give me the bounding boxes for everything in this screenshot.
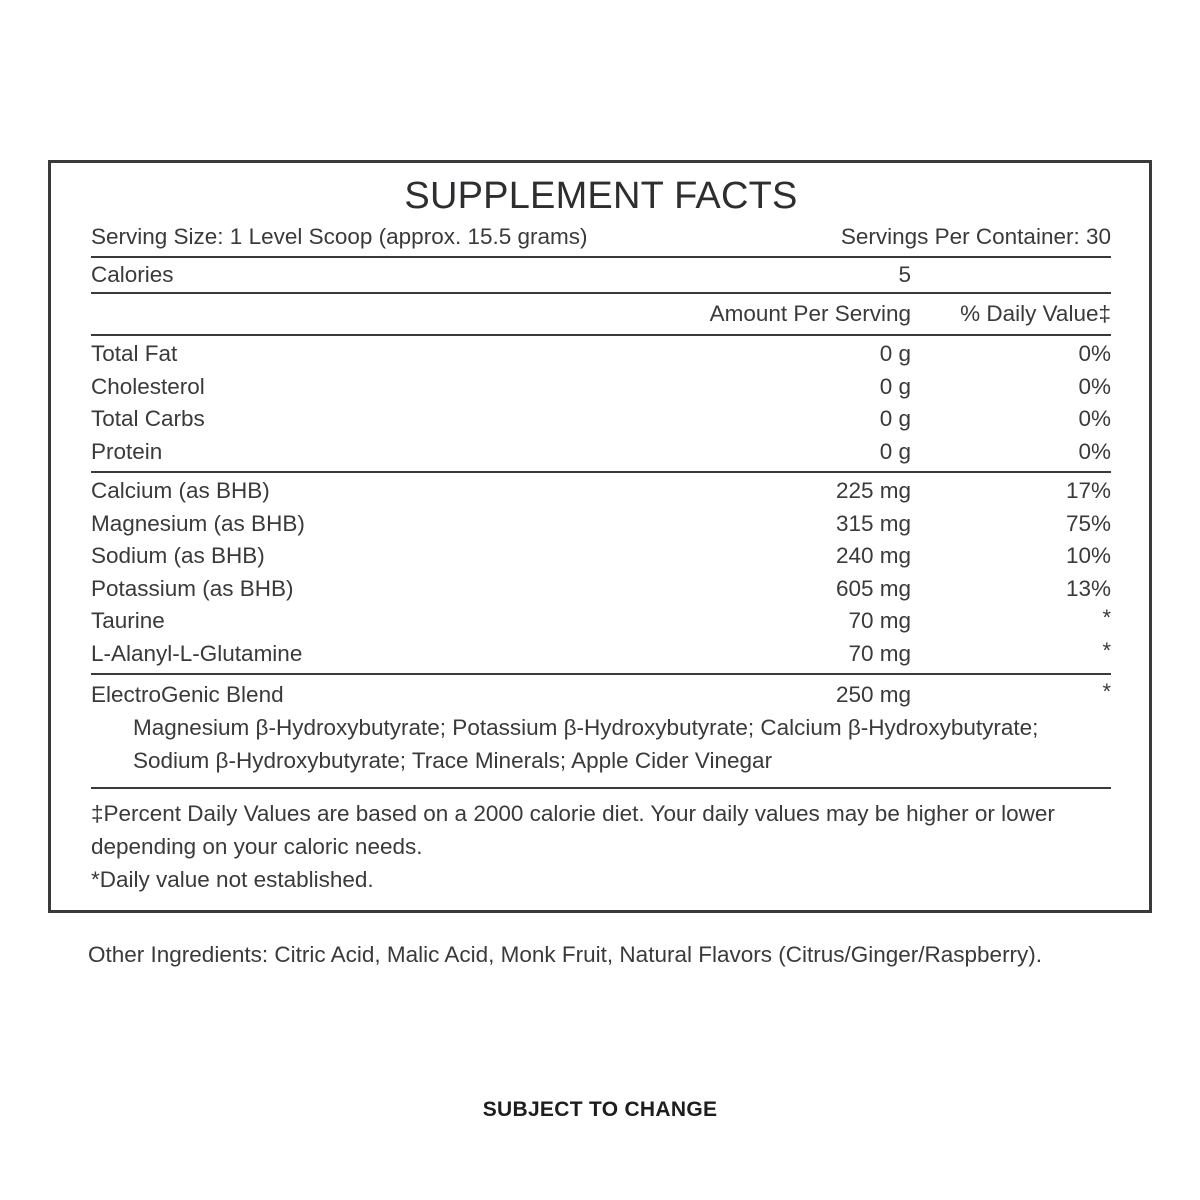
serving-size-label: Serving Size: 1 Level Scoop (approx. 15.5 grams) — [91, 223, 588, 249]
nutrient-dv: * — [1102, 605, 1111, 631]
micros-group — [91, 473, 1111, 673]
nutrient-amount: 70 mg — [848, 608, 911, 634]
nutrient-amount: 225 mg — [835, 478, 911, 504]
nutrient-name: Calcium (as BHB) — [91, 478, 270, 504]
nutrient-amount: 0 g — [879, 406, 911, 432]
nutrient-amount: 0 g — [879, 438, 911, 464]
table-row — [91, 540, 1111, 573]
table-row — [91, 508, 1111, 541]
nutrient-name: Sodium (as BHB) — [91, 543, 265, 569]
table-row — [91, 338, 1111, 371]
nutrient-amount: 0 g — [879, 373, 911, 399]
nutrient-dv: * — [1102, 637, 1111, 663]
nutrient-name: Cholesterol — [91, 373, 205, 399]
table-row — [91, 605, 1111, 638]
nutrient-name: Magnesium (as BHB) — [91, 510, 305, 536]
table-row — [91, 475, 1111, 508]
nutrient-dv: 13% — [1065, 575, 1111, 601]
column-header-row — [91, 294, 1111, 334]
supplement-facts-panel — [48, 160, 1152, 913]
calories-label: Calories — [91, 261, 174, 287]
macros-group — [91, 336, 1111, 471]
column-header-daily-value: % Daily Value‡ — [960, 301, 1111, 327]
nutrient-amount: 0 g — [879, 341, 911, 367]
asterisk-footnote: *Daily value not established. — [91, 867, 374, 893]
blend-amount: 250 mg — [835, 682, 911, 708]
nutrient-amount: 315 mg — [835, 510, 911, 536]
table-row — [91, 638, 1111, 671]
footnotes-block — [91, 789, 1071, 896]
nutrient-name: Total Fat — [91, 341, 178, 367]
nutrient-name: Taurine — [91, 608, 165, 634]
calories-row — [91, 258, 1111, 293]
nutrient-dv: 17% — [1065, 478, 1111, 504]
nutrient-dv: 0% — [1078, 373, 1111, 399]
blend-ingredient-list: Magnesium β-Hydroxybutyrate; Potassium β-Hydroxybutyrate; Calcium β-Hydroxybutyrate; Sodium β-Hydroxybutyrate; Trace Minerals; Apple Cider Vinegar — [133, 715, 1039, 773]
nutrient-dv: 10% — [1065, 543, 1111, 569]
nutrient-dv: 0% — [1078, 438, 1111, 464]
servings-per-container-label: Servings Per Container: 30 — [840, 223, 1111, 249]
table-row — [91, 436, 1111, 469]
blend-row — [91, 675, 1111, 710]
nutrient-amount: 605 mg — [835, 575, 911, 601]
nutrient-name: Protein — [91, 438, 163, 464]
table-row — [91, 573, 1111, 606]
table-row — [91, 403, 1111, 436]
nutrient-name: L-Alanyl-L-Glutamine — [91, 640, 303, 666]
page-title: SUPPLEMENT FACTS — [404, 175, 798, 217]
blend-name: ElectroGenic Blend — [91, 682, 284, 708]
blend-dv: * — [1102, 679, 1111, 705]
nutrient-dv: 0% — [1078, 341, 1111, 367]
table-row — [91, 371, 1111, 404]
nutrient-name: Total Carbs — [91, 406, 205, 432]
daily-value-footnote: ‡Percent Daily Values are based on a 2000 calorie diet. Your daily values may be higher or lower depending on your caloric needs. — [91, 801, 1055, 860]
nutrient-dv: 75% — [1065, 510, 1111, 536]
serving-info-row — [91, 224, 1111, 256]
nutrient-amount: 70 mg — [848, 640, 911, 666]
subject-to-change-notice: SUBJECT TO CHANGE — [482, 1098, 718, 1121]
nutrient-name: Potassium (as BHB) — [91, 575, 294, 601]
column-header-amount: Amount Per Serving — [709, 301, 911, 327]
other-ingredients-text: Other Ingredients: Citric Acid, Malic Acid, Monk Fruit, Natural Flavors (Citrus/Ginger/Raspberry). — [88, 942, 1043, 967]
nutrient-amount: 240 mg — [835, 543, 911, 569]
nutrient-dv: 0% — [1078, 406, 1111, 432]
calories-value: 5 — [898, 261, 911, 287]
